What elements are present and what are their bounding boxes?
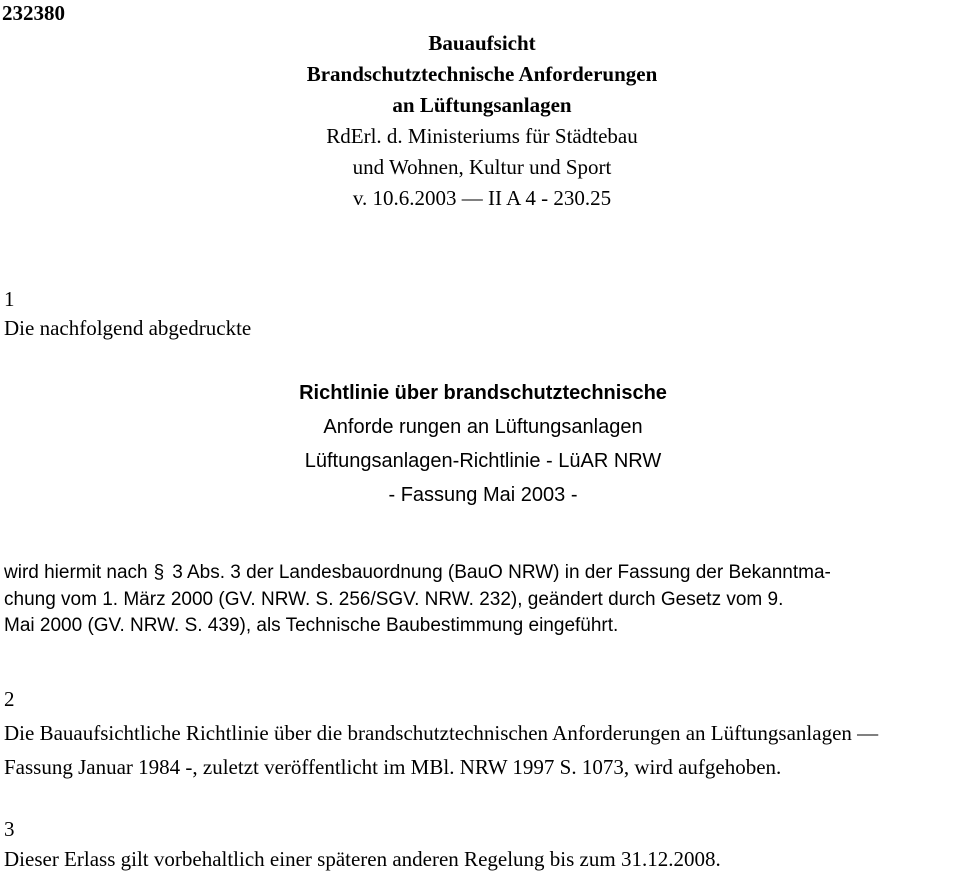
header-title-line2: an Lüftungsanlagen <box>392 93 572 117</box>
decree-header <box>0 28 960 214</box>
header-issuer-line1: RdErl. d. Ministeriums für Städtebau <box>326 124 638 148</box>
directive-title-line2: Anforde rungen an Lüftungsanlagen <box>323 416 643 438</box>
directive-title-line3: Lüftungsanlagen-Richtlinie - LüAR NRW <box>304 450 662 472</box>
section-1-body-line1: 3 Abs. 3 der Landesbauordnung (BauO NRW) in der Fassung der Bekanntma- <box>172 562 831 583</box>
section-1-body-line3: Mai 2000 (GV. NRW. S. 439), als Technische Baubestimmung eingeführt. <box>4 615 619 636</box>
document-id: 232380 <box>2 1 65 25</box>
section-2-line1: Die Bauaufsichtliche Richtlinie über die brandschutztechnischen Anforderungen an Lüftungsanlagen — <box>4 721 879 745</box>
section-3-body <box>4 842 721 876</box>
header-issuer-line2: und Wohnen, Kultur und Sport <box>352 155 612 179</box>
section-2-number: 2 <box>4 687 15 711</box>
section-3-number: 3 <box>4 817 15 841</box>
section-1-body-line2: chung vom 1. März 2000 (GV. NRW. S. 256/SGV. NRW. 232), geändert durch Gesetz vom 9. <box>4 588 784 610</box>
section-3-line1: Dieser Erlass gilt vorbehaltlich einer späteren anderen Regelung bis zum 31.12.2008. <box>4 847 721 871</box>
header-department: Bauaufsicht <box>428 31 536 55</box>
directive-edition: - Fassung Mai 2003 - <box>388 484 578 506</box>
section-2-line2: Fassung Januar 1984 -, zuletzt veröffentlicht im MBl. NRW 1997 S. 1073, wird aufgehoben. <box>4 755 782 779</box>
section-sign: § <box>153 562 165 583</box>
section-2-body <box>4 716 878 784</box>
section-1-body-pre: wird hiermit nach <box>4 562 148 583</box>
section-1-number: 1 <box>4 287 15 311</box>
section-1-body <box>4 560 960 640</box>
header-title-line1: Brandschutztechnische Anforderungen <box>306 62 658 86</box>
directive-title-line1: Richtlinie über brandschutztechnische <box>299 382 667 404</box>
section-1-intro: Die nachfolgend abgedruckte <box>4 316 252 340</box>
header-date-reference: v. 10.6.2003 — II A 4 - 230.25 <box>352 186 612 210</box>
directive-title-block <box>0 376 960 512</box>
